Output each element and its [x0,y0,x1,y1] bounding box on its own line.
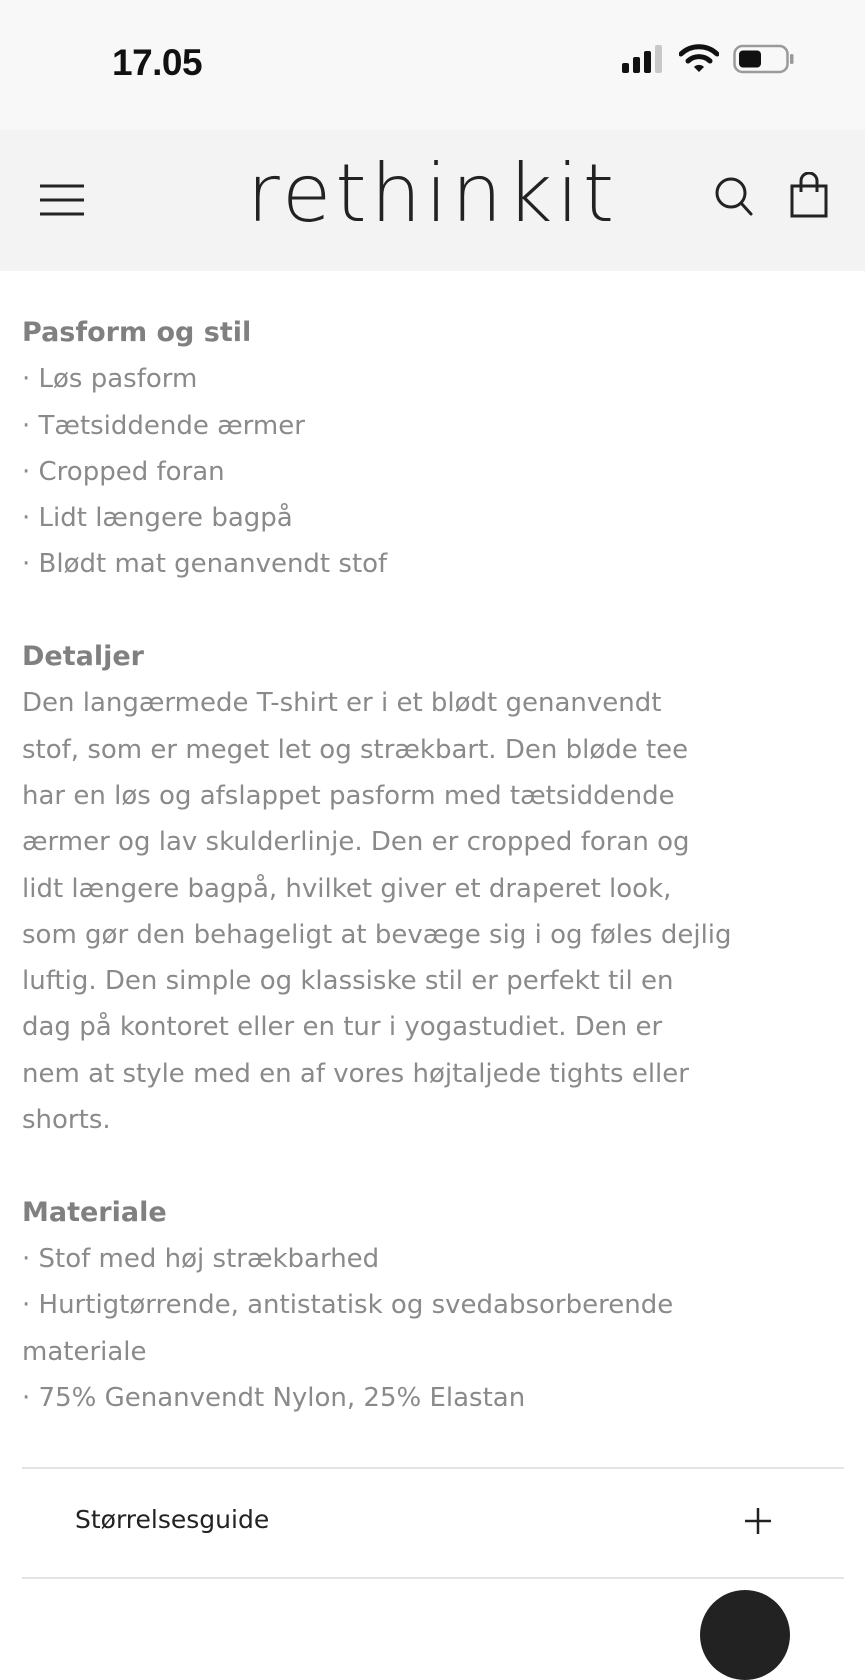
status-bar [0,0,865,130]
details-line: nem at style med en af vores højtaljede tights eller [22,1058,689,1089]
details-line: luftig. Den simple og klassiske stil er perfekt til en [22,966,674,997]
wifi-icon [679,44,719,74]
battery-icon [733,44,795,74]
details-section [22,634,852,1143]
details-line: dag på kontoret eller en tur i yogastudiet. Den er [22,1012,663,1043]
material-section [22,1190,852,1421]
details-line: lidt længere bagpå, hvilket giver et draperet look, [22,873,672,904]
fit-item: · Lidt længere bagpå [22,503,293,534]
status-time: 17.05 [112,42,203,83]
search-icon[interactable] [714,174,754,218]
material-line: · 75% Genanvendt Nylon, 25% Elastan [22,1382,526,1413]
details-line: stof, som er meget let og strækbart. Den bløde tee [22,734,689,765]
brand-logo[interactable]: rethinkit [246,147,619,240]
material-line: · Stof med høj strækbarhed [22,1243,380,1274]
details-line: shorts. [22,1105,111,1136]
fit-item: · Løs pasform [22,364,198,395]
details-line: har en løs og afslappet pasform med tætsiddende [22,780,675,811]
fit-title: Pasform og stil [22,317,252,348]
fit-section [22,310,852,588]
fit-item: · Tætsiddende ærmer [22,410,305,441]
details-line: ærmer og lav skulderlinje. Den er cropped foran og [22,827,690,858]
details-line: Den langærmede T-shirt er i et blødt genanvendt [22,688,662,719]
fit-item: · Cropped foran [22,456,225,487]
material-line: materiale [22,1336,147,1367]
size-guide-label: Størrelsesguide [75,1505,270,1534]
chat-widget-button[interactable] [700,1590,790,1680]
details-title: Detaljer [22,641,144,673]
details-line: som gør den behageligt at bevæge sig i og føles dejlig [22,919,732,950]
cellular-signal-icon [621,44,665,74]
material-title: Materiale [22,1196,167,1228]
fit-item: · Blødt mat genanvendt stof [22,549,388,580]
site-header [0,130,865,271]
size-guide-accordion[interactable] [22,1467,844,1579]
product-description [22,310,852,1467]
plus-icon[interactable] [744,1507,772,1535]
status-icons [621,44,795,74]
shopping-bag-icon[interactable] [790,172,828,218]
material-line: · Hurtigtørrende, antistatisk og svedabsorberende [22,1290,674,1321]
